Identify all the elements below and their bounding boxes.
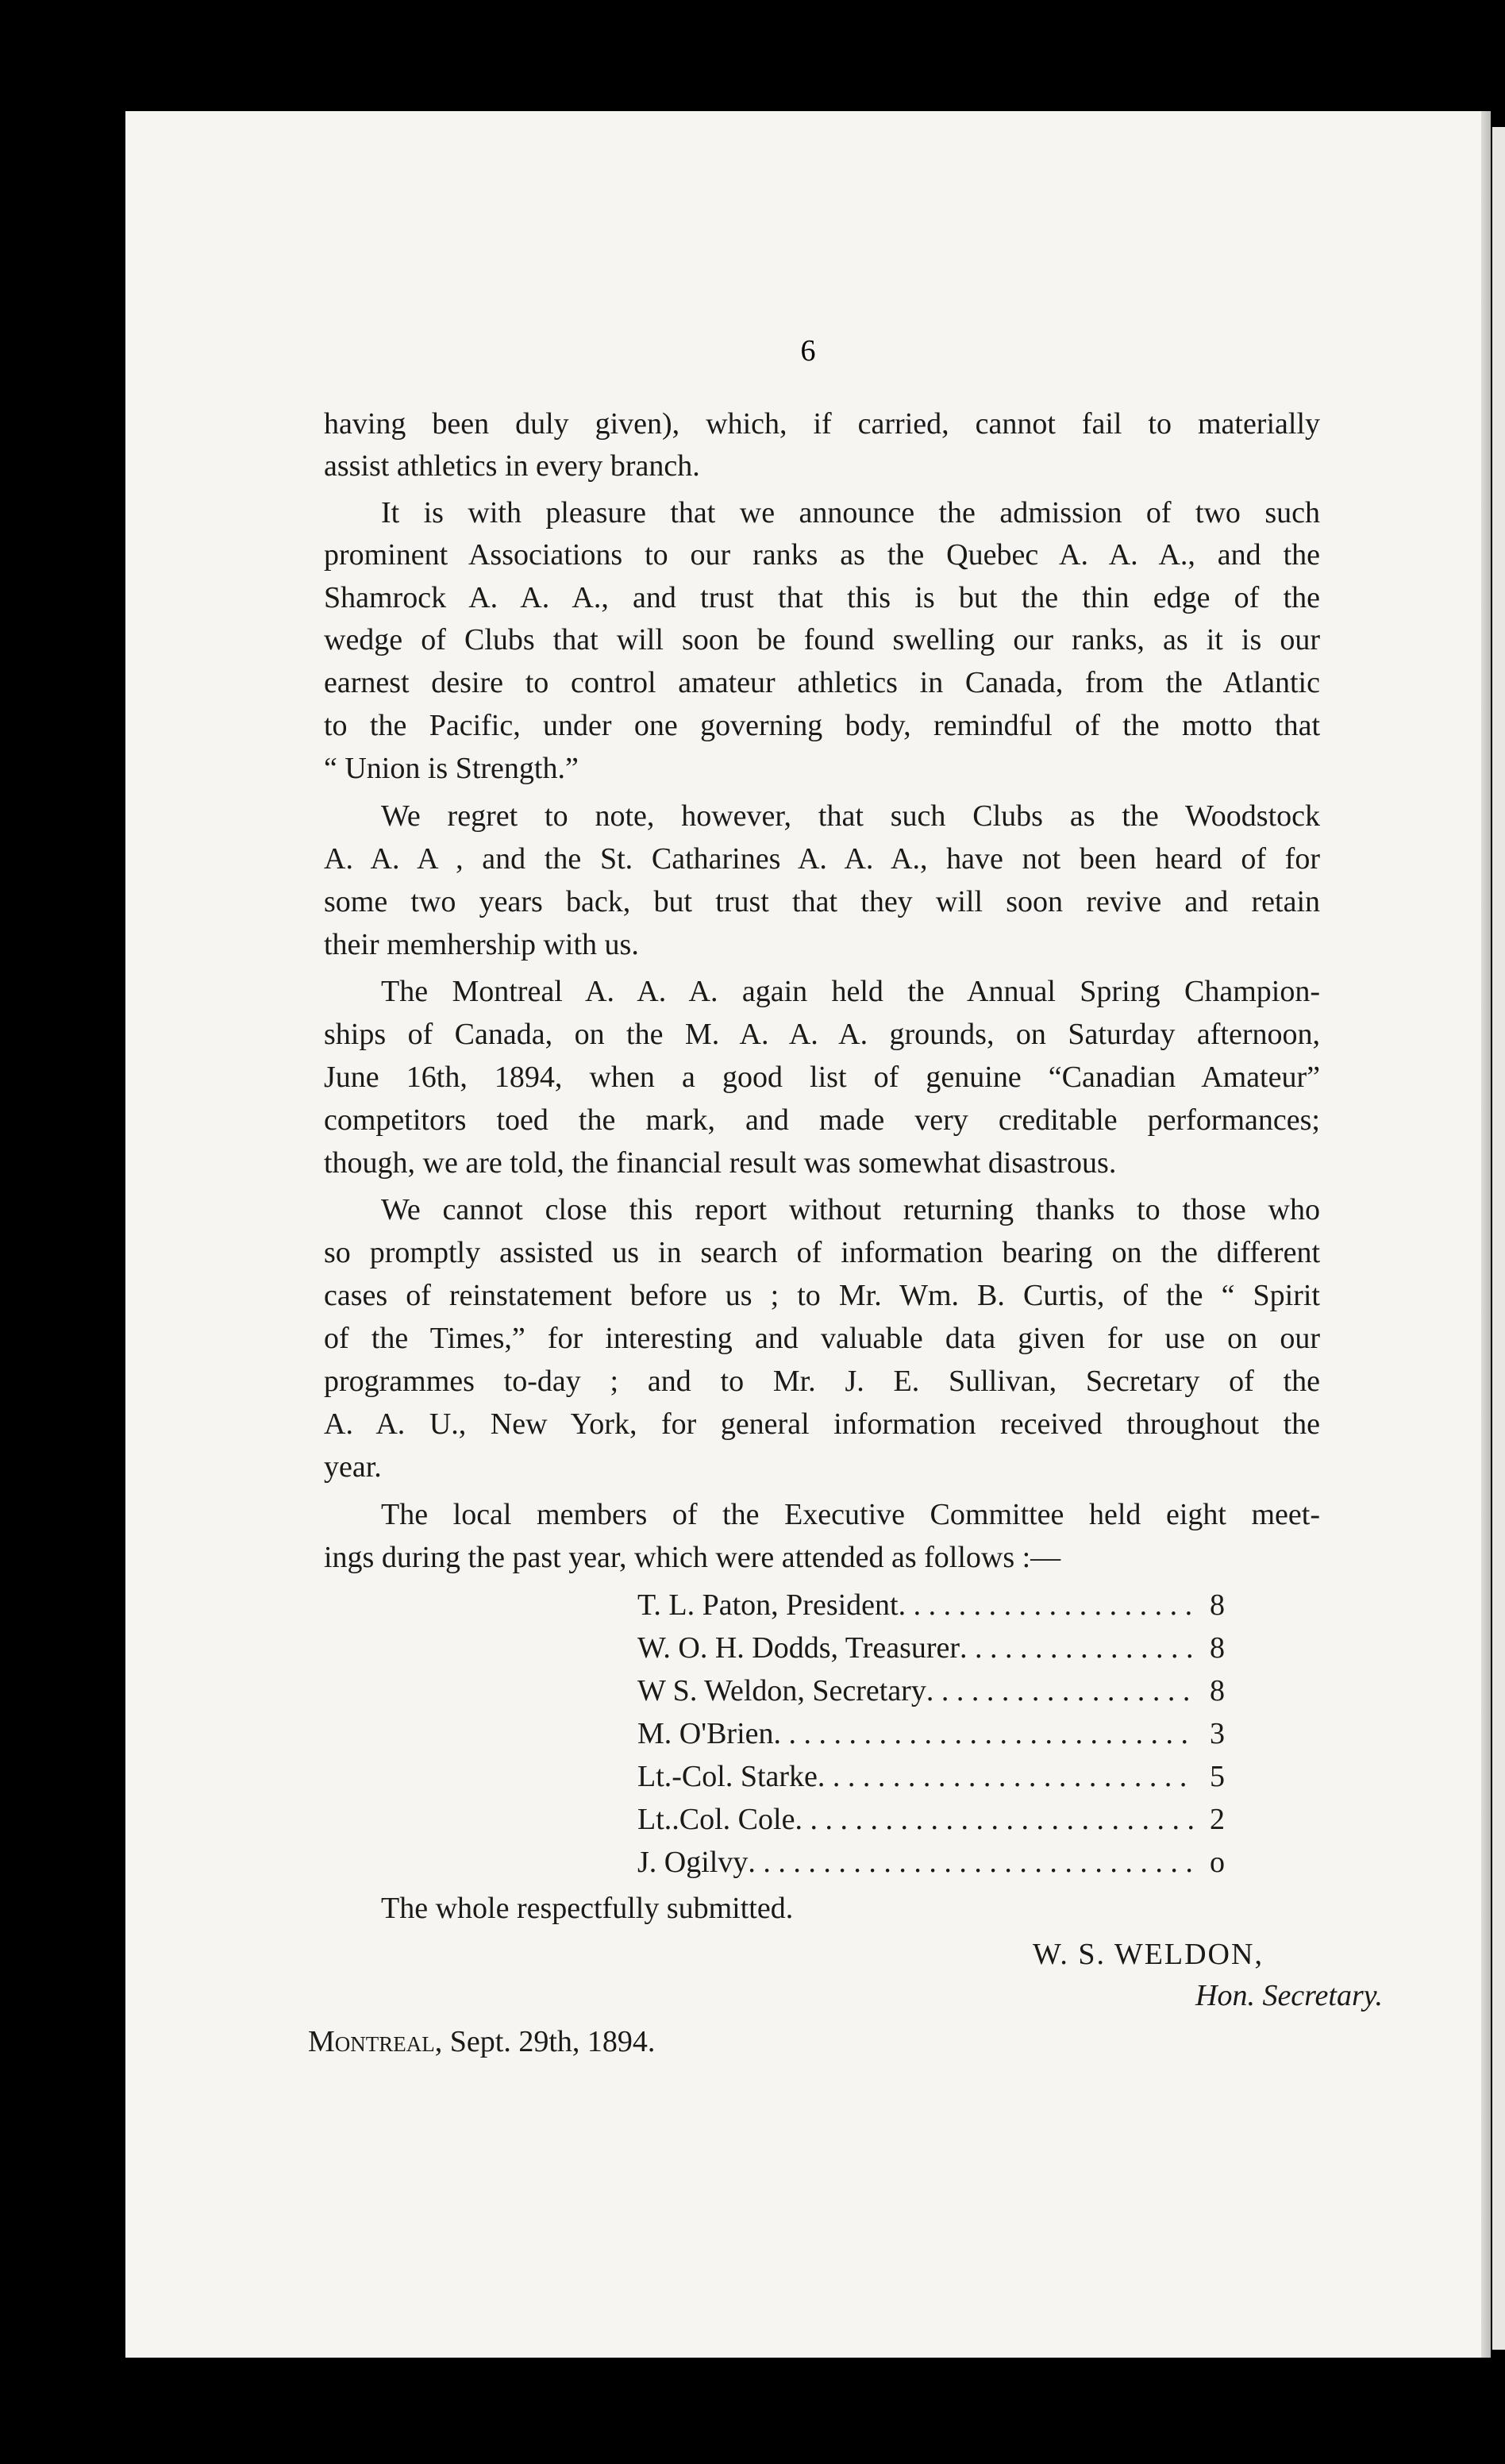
text-line: Shamrock A. A. A., and trust that this is but the thin edge of the	[324, 581, 1320, 614]
text-line: It is with pleasure that we announce the admission of two such	[381, 496, 1320, 529]
attendance-row	[637, 1802, 1225, 1837]
meetings-attended: 8	[1210, 1588, 1225, 1622]
meetings-attended: o	[1210, 1846, 1225, 1879]
meetings-attended: 3	[1210, 1717, 1225, 1750]
text-line: The Montreal A. A. A. again held the Annual Spring Champion-	[381, 975, 1320, 1008]
meetings-attended: 2	[1210, 1803, 1225, 1836]
meetings-attended: 8	[1210, 1674, 1225, 1707]
text-line: having been duly given), which, if carried, cannot fail to materially	[324, 407, 1320, 441]
date: Sept. 29th, 1894.	[442, 2025, 656, 2058]
text-line: We cannot close this report without returning thanks to those who	[381, 1193, 1320, 1226]
text-line: prominent Associations to our ranks as the Quebec A. A. A., and the	[324, 538, 1320, 572]
text-line: earnest desire to control amateur athletics in Canada, from the Atlantic	[324, 666, 1320, 699]
text-line: A. A. U., New York, for general information received throughout the	[324, 1407, 1320, 1441]
attendance-row	[637, 1630, 1225, 1665]
text-line: A. A. A , and the St. Catharines A. A. A., have not been heard of for	[324, 842, 1320, 876]
text-line: wedge of Clubs that will soon be found swelling our ranks, as it is our	[324, 623, 1320, 656]
leader-dots	[926, 1673, 1193, 1708]
member-name: Lt..Col. Cole	[637, 1803, 795, 1836]
member-name: W. O. H. Dodds, Treasurer	[637, 1631, 960, 1665]
closing-line: The whole respectfully submitted.	[381, 1892, 794, 1925]
attendance-row	[637, 1716, 1225, 1751]
member-name: J. Ogilvy	[637, 1846, 749, 1879]
attendance-row	[637, 1673, 1225, 1708]
text-line: competitors toed the mark, and made very creditable performances;	[324, 1103, 1320, 1137]
adjacent-page-edge	[1492, 127, 1505, 2350]
leader-dots	[899, 1588, 1193, 1623]
text-line: cases of reinstatement before us ; to Mr. Wm. B. Curtis, of the “ Spirit	[324, 1279, 1320, 1312]
attendance-row	[637, 1588, 1225, 1623]
document-page	[125, 111, 1491, 2358]
leader-dots	[774, 1716, 1193, 1751]
leader-dots	[818, 1759, 1193, 1794]
member-name: T. L. Paton, President	[637, 1588, 899, 1622]
meetings-attended: 5	[1210, 1760, 1225, 1793]
text-line: to the Pacific, under one governing body, remindful of the motto that	[324, 709, 1320, 742]
page-number: 6	[800, 334, 816, 368]
text-line: so promptly assisted us in search of information bearing on the different	[324, 1236, 1320, 1269]
text-line: June 16th, 1894, when a good list of genuine “Canadian Amateur”	[324, 1061, 1320, 1094]
text-line: programmes to-day ; and to Mr. J. E. Sullivan, Secretary of the	[324, 1365, 1320, 1398]
place: Montreal,	[308, 2025, 443, 2058]
text-line: We regret to note, however, that such Clubs as the Woodstock	[381, 799, 1320, 833]
text-line: The local members of the Executive Committee held eight meet-	[381, 1498, 1320, 1531]
member-name: M. O'Brien	[637, 1717, 774, 1750]
attendance-row	[637, 1759, 1225, 1794]
signature-name: W. S. WELDON,	[1033, 1938, 1264, 1971]
leader-dots	[795, 1802, 1193, 1837]
text-line: their memhership with us.	[324, 928, 639, 961]
meetings-attended: 8	[1210, 1631, 1225, 1665]
text-line: though, we are told, the financial result was somewhat disastrous.	[324, 1146, 1117, 1180]
leader-dots	[960, 1630, 1193, 1665]
text-line: of the Times,” for interesting and valuable data given for use on our	[324, 1322, 1320, 1355]
text-line: ships of Canada, on the M. A. A. A. grounds, on Saturday afternoon,	[324, 1018, 1320, 1051]
signature-title: Hon. Secretary.	[1195, 1979, 1384, 2012]
text-line: assist athletics in every branch.	[324, 449, 700, 483]
text-line: “ Union is Strength.”	[324, 752, 579, 785]
leader-dots	[748, 1845, 1193, 1880]
text-line: year.	[324, 1450, 382, 1484]
text-line: ings during the past year, which were attended as follows :—	[324, 1541, 1061, 1574]
member-name: Lt.-Col. Starke	[637, 1760, 818, 1793]
place-date-line	[308, 2024, 655, 2059]
attendance-row	[637, 1845, 1225, 1880]
member-name: W S. Weldon, Secretary	[637, 1674, 926, 1707]
text-line: some two years back, but trust that they will soon revive and retain	[324, 885, 1320, 918]
